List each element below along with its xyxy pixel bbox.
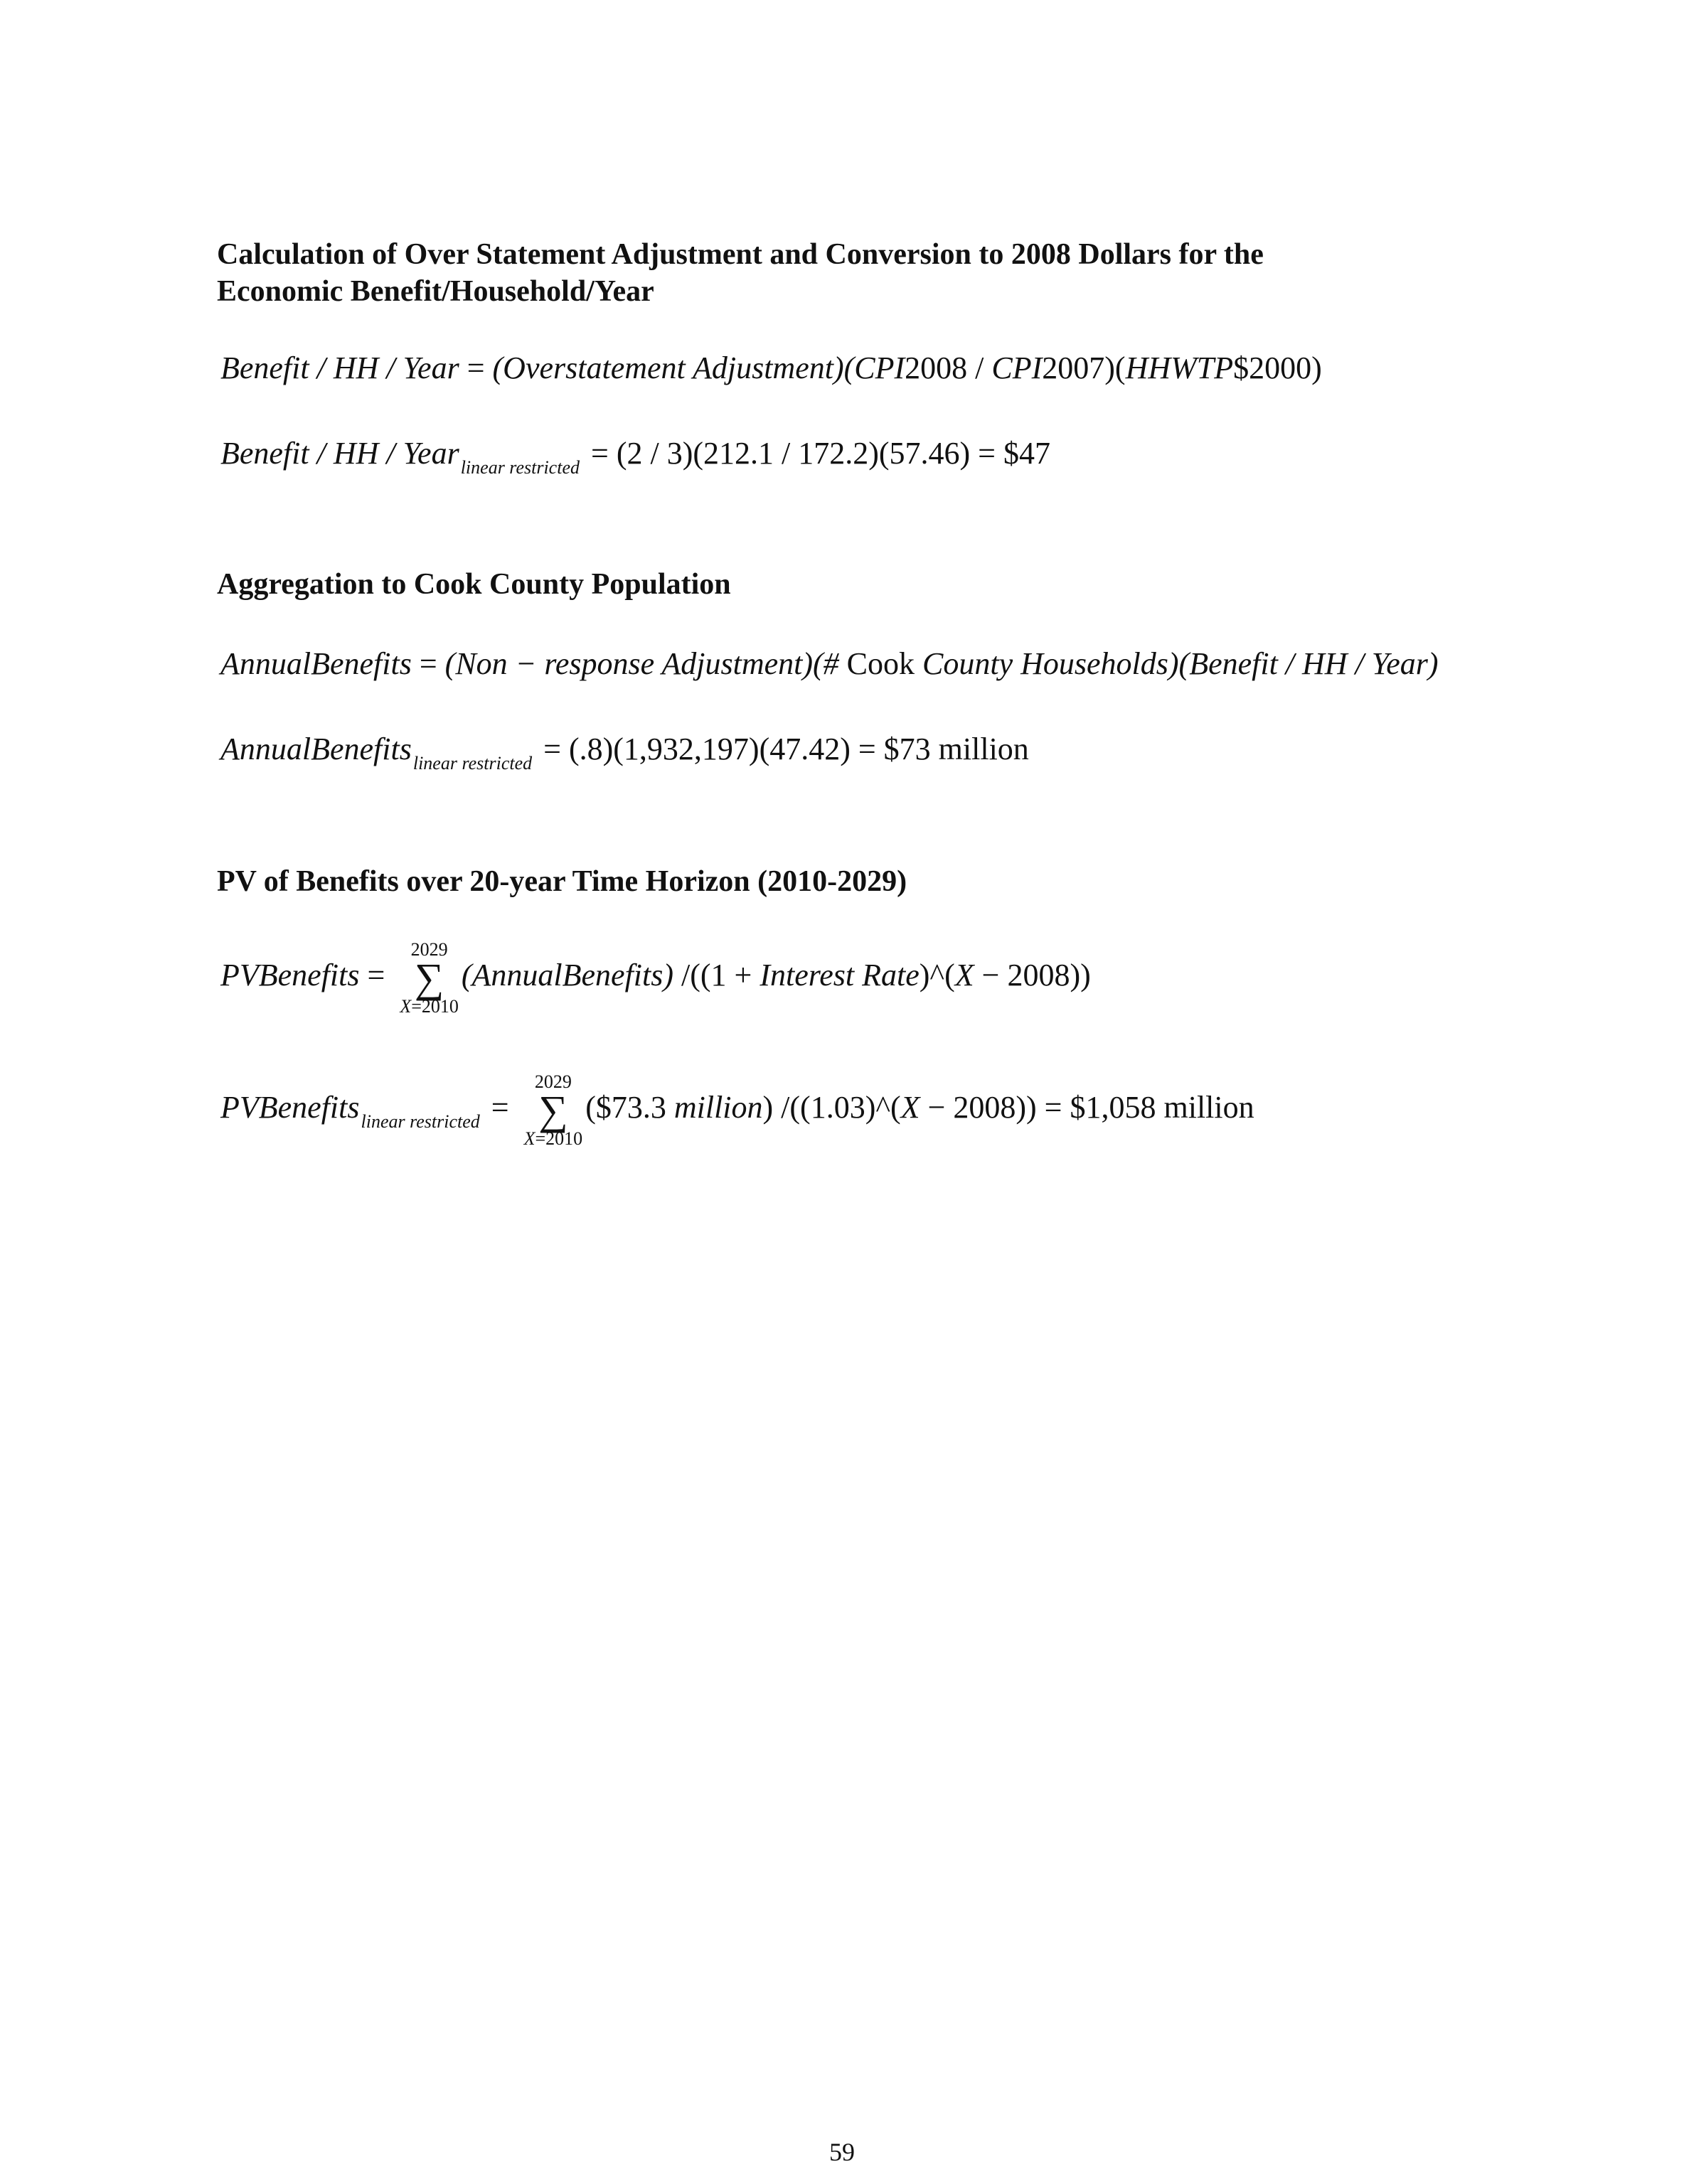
equation-subscript: linear restricted — [361, 1111, 480, 1133]
equation-lhs: AnnualBenefits — [220, 732, 412, 766]
equation-rhs: = (2 / 3)(212.1 / 172.2)(57.46) = $47 — [591, 436, 1050, 471]
equation-term: HHWTP — [1125, 350, 1234, 385]
equation-annual-benefits-formula — [220, 646, 1439, 682]
equation-lhs: Benefit / HH / Year — [220, 350, 459, 385]
equation-benefit-value — [220, 435, 1050, 476]
equation-term: CPI — [854, 350, 905, 385]
section-heading-pv-benefits: PV of Benefits over 20-year Time Horizon (2010-2029) — [217, 865, 907, 898]
equation-subscript: linear restricted — [412, 753, 533, 774]
equation-rhs: = (.8)(1,932,197)(47.42) = $73 million — [543, 732, 1029, 766]
equation-pv-benefits-value — [220, 1072, 1254, 1149]
equation-pv-benefits-formula — [220, 940, 1091, 1017]
summation-index: X — [523, 1128, 535, 1149]
equation-term: ) /((1.03)^( — [762, 1090, 901, 1125]
equation-equals: = — [359, 958, 393, 993]
heading-line-1: Calculation of Over Statement Adjustment and Conversion to 2008 Dollars for the — [217, 238, 1264, 271]
summation-upper-limit: 2029 — [410, 939, 448, 960]
equation-term: (Overstatement Adjustment)( — [492, 350, 855, 385]
equation-benefit-formula — [220, 350, 1322, 387]
equation-term: (AnnualBenefits) — [461, 958, 674, 993]
equation-term: Cook — [838, 646, 923, 681]
equation-term: CPI — [991, 350, 1043, 385]
equation-equals: = — [491, 1090, 517, 1125]
equation-term: /((1 + — [673, 958, 760, 993]
equation-term: (Non − response Adjustment)(# — [444, 646, 839, 681]
page-number: 59 — [829, 2138, 855, 2166]
summation-symbol: ∑ — [414, 955, 444, 1001]
summation-lower-limit — [400, 997, 459, 1017]
summation-index: X — [400, 996, 412, 1017]
equation-term: − 2008)) — [974, 958, 1091, 993]
section-heading-overstatement — [217, 236, 1264, 310]
equation-term: Interest Rate — [760, 958, 920, 993]
summation-start: =2010 — [411, 996, 459, 1017]
summation — [524, 1072, 583, 1149]
summation-lower-limit — [524, 1129, 583, 1149]
equation-lhs: PVBenefits — [220, 958, 360, 993]
equation-term: X — [954, 958, 974, 993]
equation-term: )^( — [919, 958, 955, 993]
equation-lhs: Benefit / HH / Year — [220, 436, 459, 471]
equation-subscript: linear restricted — [460, 457, 580, 478]
equation-term: 2007)( — [1042, 350, 1126, 385]
equation-term: County Households)(Benefit / HH / Year) — [922, 646, 1439, 681]
equation-term: X — [900, 1090, 920, 1125]
equation-term: million — [673, 1090, 763, 1125]
summation-start: =2010 — [535, 1128, 583, 1149]
equation-lhs: AnnualBenefits — [220, 646, 412, 681]
equation-equals: = — [459, 350, 493, 385]
section-heading-aggregation: Aggregation to Cook County Population — [217, 568, 731, 601]
equation-lhs: PVBenefits — [220, 1090, 360, 1125]
summation — [400, 940, 459, 1017]
equation-term: ($73.3 — [585, 1090, 674, 1125]
equation-equals: = — [411, 646, 445, 681]
equation-term: 2008 / — [905, 350, 992, 385]
summation-upper-limit: 2029 — [534, 1071, 572, 1092]
equation-annual-benefits-value — [220, 731, 1029, 772]
equation-term: $2000) — [1233, 350, 1322, 385]
summation-symbol: ∑ — [538, 1087, 568, 1133]
heading-line-2: Economic Benefit/Household/Year — [217, 275, 654, 308]
equation-term: − 2008)) = $1,058 million — [920, 1090, 1254, 1125]
